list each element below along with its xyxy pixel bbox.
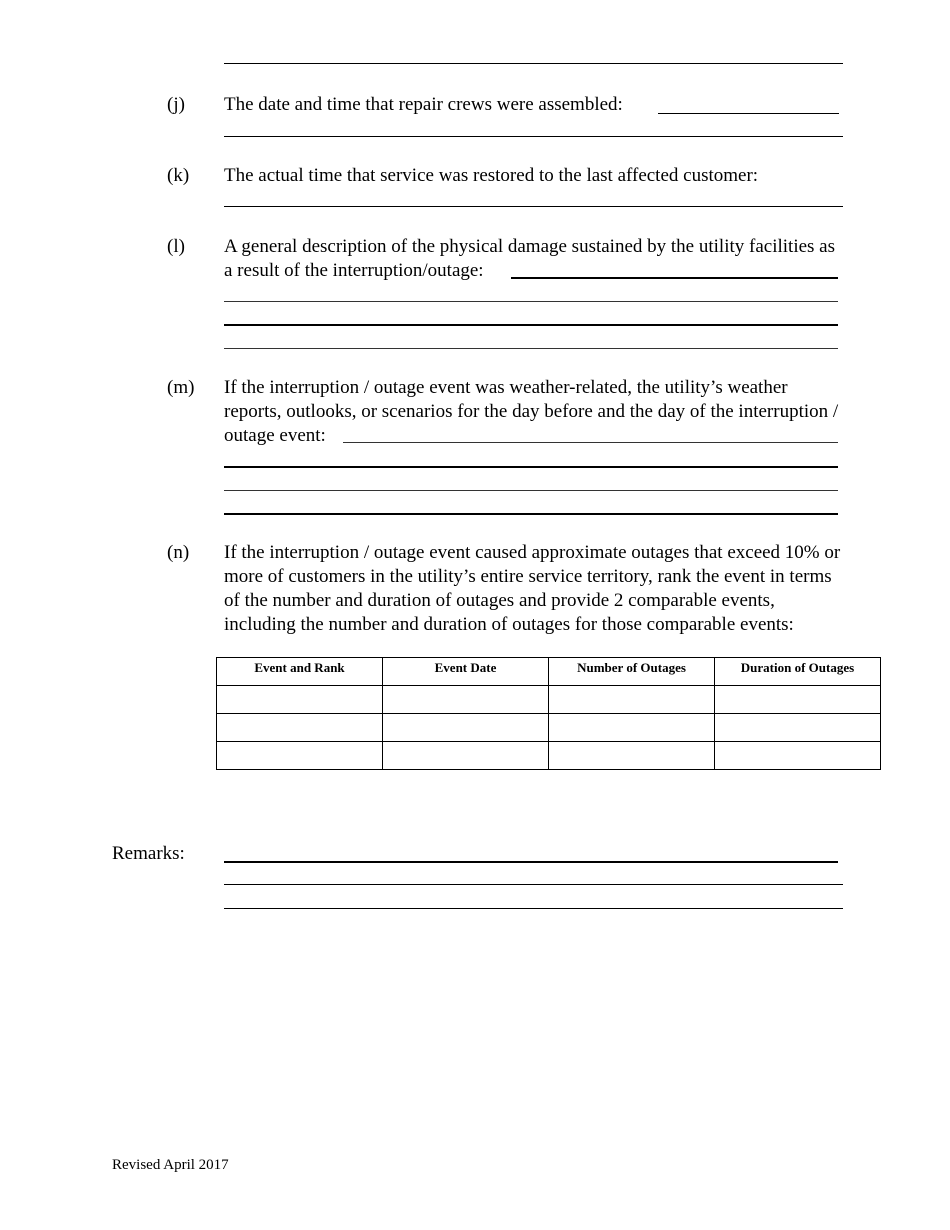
answer-line-l-1[interactable] — [224, 301, 838, 302]
table-cell-duration-outages[interactable] — [715, 742, 881, 770]
item-text-l-line2: a result of the interruption/outage: — [224, 260, 484, 281]
table-cell-event-rank[interactable] — [217, 686, 383, 714]
table-cell-number-outages[interactable] — [549, 742, 715, 770]
item-text-n-line3: of the number and duration of outages and provide 2 comparable events, — [224, 590, 775, 611]
item-text-n-line4: including the number and duration of outages for those comparable events: — [224, 614, 794, 635]
answer-line-top[interactable] — [224, 63, 843, 64]
answer-line-m-2[interactable] — [224, 490, 838, 491]
table-cell-event-date[interactable] — [383, 714, 549, 742]
answer-line-m-1[interactable] — [224, 466, 838, 468]
remarks-line-1[interactable] — [224, 861, 838, 863]
comparable-events-table — [216, 657, 881, 770]
table-header-event-rank: Event and Rank — [217, 658, 383, 686]
remarks-line-3[interactable] — [224, 908, 843, 909]
table-cell-number-outages[interactable] — [549, 714, 715, 742]
answer-line-j-inline[interactable] — [658, 113, 839, 114]
table-row — [217, 686, 881, 714]
item-text-k: The actual time that service was restored to the last affected customer: — [224, 165, 759, 186]
item-text-j: The date and time that repair crews were assembled: — [224, 94, 623, 115]
item-marker-j: (j) — [167, 94, 185, 115]
table-header-number-outages: Number of Outages — [549, 658, 715, 686]
item-marker-m: (m) — [167, 377, 195, 398]
item-marker-n: (n) — [167, 542, 190, 563]
answer-line-j[interactable] — [224, 136, 843, 137]
answer-line-k[interactable] — [224, 206, 843, 207]
item-text-l-line1: A general description of the physical damage sustained by the utility facilities as — [224, 236, 835, 257]
table-header-event-date: Event Date — [383, 658, 549, 686]
answer-line-l-2[interactable] — [224, 324, 838, 326]
table-row — [217, 714, 881, 742]
item-marker-l: (l) — [167, 236, 185, 257]
item-text-n-line1: If the interruption / outage event caused approximate outages that exceed 10% or — [224, 542, 841, 563]
table-header-row — [217, 658, 881, 686]
answer-line-m-inline[interactable] — [343, 442, 838, 443]
item-text-m-line3: outage event: — [224, 425, 326, 446]
answer-line-m-3[interactable] — [224, 513, 838, 515]
table-cell-number-outages[interactable] — [549, 686, 715, 714]
item-marker-k: (k) — [167, 165, 190, 186]
table-header-duration-outages: Duration of Outages — [715, 658, 881, 686]
remarks-line-2[interactable] — [224, 884, 843, 885]
table-row — [217, 742, 881, 770]
table-cell-event-rank[interactable] — [217, 714, 383, 742]
table-cell-duration-outages[interactable] — [715, 714, 881, 742]
table-cell-duration-outages[interactable] — [715, 686, 881, 714]
answer-line-l-3[interactable] — [224, 348, 838, 349]
table-cell-event-rank[interactable] — [217, 742, 383, 770]
item-text-m-line1: If the interruption / outage event was weather-related, the utility’s weather — [224, 377, 788, 398]
item-text-m-line2: reports, outlooks, or scenarios for the day before and the day of the interruption / — [224, 401, 839, 422]
table-cell-event-date[interactable] — [383, 742, 549, 770]
answer-line-l-inline[interactable] — [511, 277, 838, 279]
table-cell-event-date[interactable] — [383, 686, 549, 714]
revision-date: Revised April 2017 — [112, 1157, 229, 1173]
remarks-label: Remarks: — [112, 843, 185, 864]
item-text-n-line2: more of customers in the utility’s entire service territory, rank the event in terms — [224, 566, 832, 587]
